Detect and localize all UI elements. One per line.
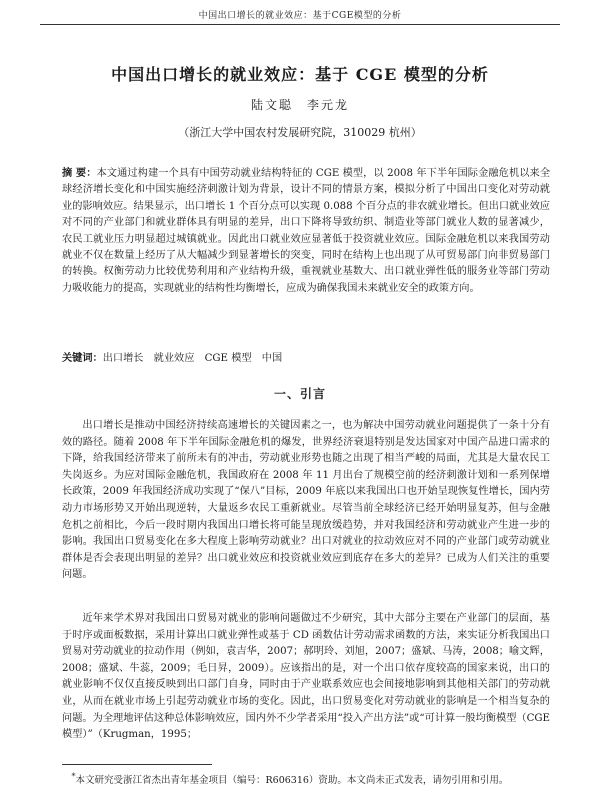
footnote-text: 本文研究受浙江省杰出青年基金项目（编号：R606316）资助。本文尚未正式发表，请勿引用和引用。: [75, 775, 509, 787]
abstract-label: 摘 要：: [62, 167, 97, 179]
footnote: [62, 770, 550, 787]
section-heading: 一、引言: [273, 387, 326, 401]
keywords: [62, 349, 550, 364]
keywords-text: 出口增长 就业效应 CGE 模型 中国: [102, 353, 283, 364]
authors: 陆文聪 李元龙: [250, 98, 349, 112]
body-paragraph: 近年来学术界对我国出口贸易对就业的影响问题做过不少研究，其中大部分主要在产业部门的层面，基于时序或面板数据，采用计算出口就业弹性或基于 CD 函数估计劳动需求函数的方法，来实证分析我国出口贸易对劳动就业的拉动作用（例如，袁吉华，2007；郝明玲、刘旭，2007；盛斌、马涛，2008；喻文辉，2008；盛斌、牛蕊，2009；毛日昇，2009）。应该指出的是，对一个出口依存度较高的国家来说，出口的就业影响不仅仅直接反映到出口部门自身，同时由于产业联系效应也会间接地影响到其他相关部门的劳动就业，从而在就业市场上引起劳动就业市场的变化。因此，出口贸易变化对劳动就业的影响是一个相当复杂的问题。为全理地评估这种总体影响效应，国内外不少学者采用“投入产出方法”或“可计算一般均衡模型（CGE 模型）”（Krugman，1995；: [62, 613, 550, 741]
footnote-rule: [62, 764, 212, 765]
affiliation: （浙江大学中国农村发展研究院，310029 杭州）: [178, 126, 422, 139]
running-head: 中国出口增长的就业效应：基于CGE模型的分析: [198, 11, 402, 21]
footnote-mark: *: [71, 772, 76, 781]
body-paragraph: 出口增长是推动中国经济持续高速增长的关键因素之一，也为解决中国劳动就业问题提供了一条十分有效的路径。随着 2008 年下半年国际金融危机的爆发，世界经济衰退特别是发达国家对中国产品进口需求的下降，给我国经济带来了前所未有的冲击，劳动就业形势也随之出现了相当严峻的局面，尤其是大量农民工失岗返乡。为应对国际金融危机，我国政府在 2008 年 11 月出台了规模空前的经济刺激计划和一系列保增长政策，2009 年我国经济成功实现了“保八”目标，2009 年底以来我国出口也开始呈现恢复性增长，国内劳动力市场形势又开始出现逆转，大量返乡农民工重新就业。尽管当前全球经济已经开始明显复苏，但与金融危机之前相比，今后一段时期内我国出口增长将可能呈现放缓趋势，并对我国经济和劳动就业产生进一步的影响。我国出口贸易变化在多大程度上影响劳动就业？出口对就业的拉动效应对不同的产业部门或劳动就业群体是否会表现出明显的差异？出口就业效应和投资就业效应到底存在多大的差异？已成为人们关注的重要问题。: [62, 420, 550, 581]
paper-title: 中国出口增长的就业效应：基于 CGE 模型的分析: [111, 65, 489, 84]
keywords-label: 关键词：: [62, 352, 103, 364]
abstract-text: 本文通过构建一个具有中国劳动就业结构特征的 CGE 模型，以 2008 年下半年国际金融危机以来全球经济增长变化和中国实施经济刺激计划为背景，设计不同的情景方案，模拟分析了中国出口变化对劳动就业的影响效应。结果显示，出口增长 1 个百分点可以实现 0.088 个百分点的非农就业增长。但出口就业效应对不同的产业部门和就业群体具有明显的差异，出口下降将导致纺织、制造业等部门就业人数的显著减少，农民工就业压力明显超过城镇就业。因此出口就业效应显著低于投资就业效应。国际金融危机以来我国劳动就业不仅在数量上经历了从大幅减少到显著增长的突变，同时在结构上也出现了从可贸易部门向非贸易部门的转换。权衡劳动力比较优势利用和产业结构升级，重视就业基数大、出口就业弹性低的服务业等部门劳动力吸收能力的提高，实现就业的结构性均衡增长，应成为确保我国未来就业安全的政策方向。: [62, 168, 550, 294]
abstract: [62, 165, 550, 297]
header-rule: [40, 24, 560, 25]
